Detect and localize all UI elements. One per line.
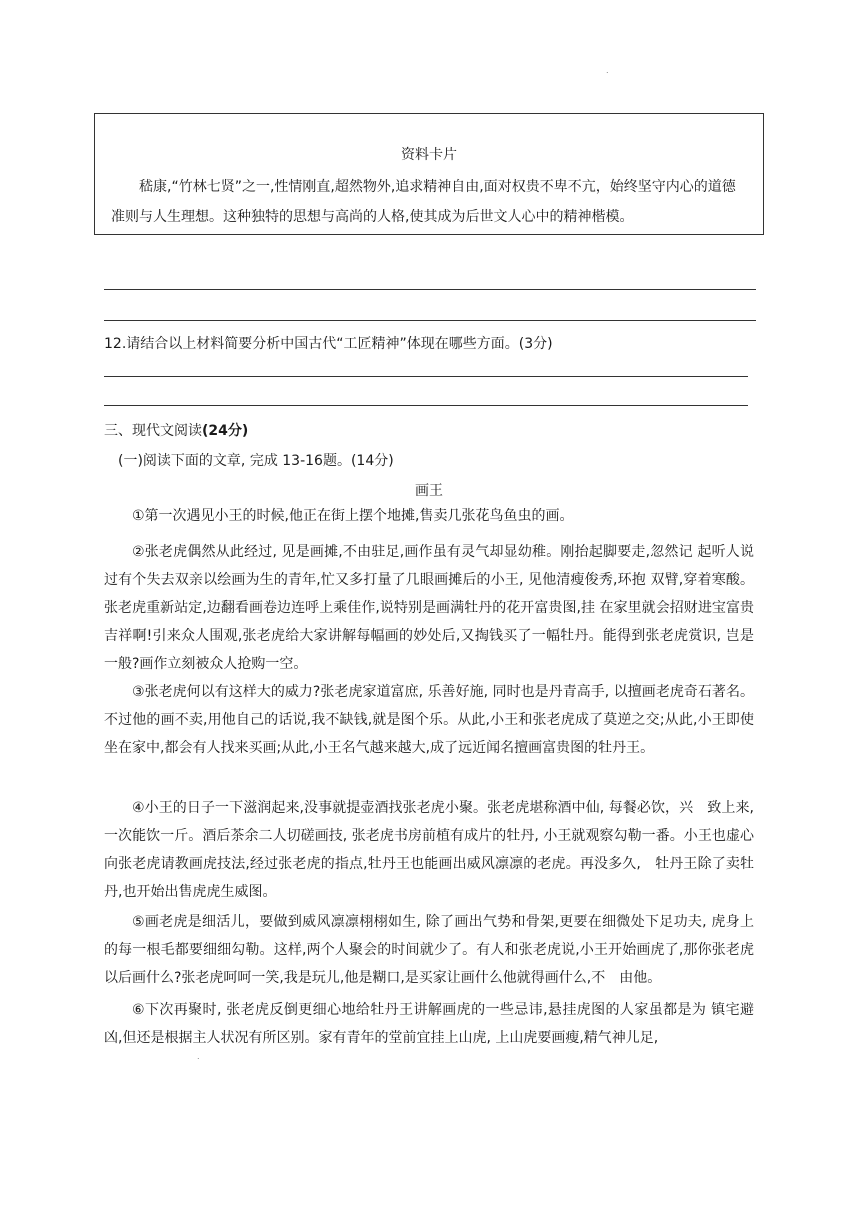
page-dot-top: . (606, 66, 609, 75)
info-card-body: 嵇康,“竹林七贤”之一,性情刚直,超然物外,追求精神自由,面对权贵不卑不亢，始终坚守内心的道德准则与人生理想。这种独特的思想与高尚的人格,使其成为后世文人心中的精神楷模。 (111, 179, 736, 225)
article-paragraph-1: ①第一次遇见小王的时候,他正在街上摆个地摊,售卖几张花鸟鱼虫的画。 (132, 508, 574, 524)
answer-line (104, 289, 756, 290)
section-heading (104, 420, 248, 440)
info-card-title: 资料卡片 (401, 147, 457, 163)
article-paragraph-2: ②张老虎偶然从此经过, 见是画摊,不由驻足,画作虽有灵气却显幼稚。刚抬起脚要走,忽然记 起听人说过有个失去双亲以绘画为生的青年,忙又多打量了几眼画摊后的小王, 见他清瘦俊秀,环抱 双臂,穿着寒酸。张老虎重新站定,边翻看画卷边连呼上乘佳作,说特别是画满牡丹的花开富贵图,挂 在家里就会招财进宝富贵吉祥啊!引来众人围观,张老虎给大家讲解每幅画的妙处后,又掏钱买了一幅牡丹。能得到张老虎赏识, 岂是一般?画作立刻被众人抢购一空。 (104, 544, 754, 672)
page-dot-bottom: . (197, 1052, 200, 1061)
info-card (94, 113, 764, 235)
section-score: (24分) (202, 423, 249, 439)
article-paragraph-5: ⑤画老虎是细活儿，要做到威风凛凛栩栩如生, 除了画出气势和骨架,更要在细微处下足功夫, 虎身上的每一根毛都要细细勾勒。这样,两个人聚会的时间就少了。有人和张老虎说,小王开始画虎了,那你张老虎以后画什么?张老虎呵呵一笑,我是玩儿,他是糊口,是买家让画什么他就得画什么,不 由他。 (104, 914, 754, 986)
section-label: 三、现代文阅读 (104, 423, 202, 439)
article-paragraph-3: ③张老虎何以有这样大的威力?张老虎家道富庶, 乐善好施, 同时也是丹青高手, 以擅画老虎奇石著名。不过他的画不卖,用他自己的话说,我不缺钱,就是图个乐。从此,小王和张老虎成了莫逆之交;从此,小王即使坐在家中,都会有人找来买画;从此,小王名气越来越大,成了远近闻名擅画富贵图的牡丹王。 (104, 684, 754, 756)
article-paragraph-6: ⑥下次再聚时, 张老虎反倒更细心地给牡丹王讲解画虎的一些忌讳,悬挂虎图的人家虽都是为 镇宅避凶,但还是根据主人状况有所区别。家有青年的堂前宜挂上山虎, 上山虎要画瘦,精气神儿足, (104, 1002, 754, 1046)
answer-line (104, 376, 748, 377)
answer-line (104, 405, 748, 406)
article-paragraph-4: ④小王的日子一下滋润起来,没事就提壶酒找张老虎小聚。张老虎堪称酒中仙, 每餐必饮，兴 致上来, 一次能饮一斤。酒后茶余二人切磋画技, 张老虎书房前植有成片的牡丹, 小王就观察勾勒一番。小王也虚心向张老虎请教画虎技法,经过张老虎的指点,牡丹王也能画出威风凛凛的老虎。再没多久, 牡丹王除了卖牡丹,也开始出售虎虎生威图。 (104, 800, 754, 900)
article-title: 画王 (415, 483, 443, 499)
subsection-heading: (一)阅读下面的文章, 完成 13-16题。(14分) (118, 453, 394, 469)
question-12: 12.请结合以上材料简要分析中国古代“工匠精神”体现在哪些方面。(3分) (104, 336, 553, 352)
answer-line (104, 320, 756, 321)
